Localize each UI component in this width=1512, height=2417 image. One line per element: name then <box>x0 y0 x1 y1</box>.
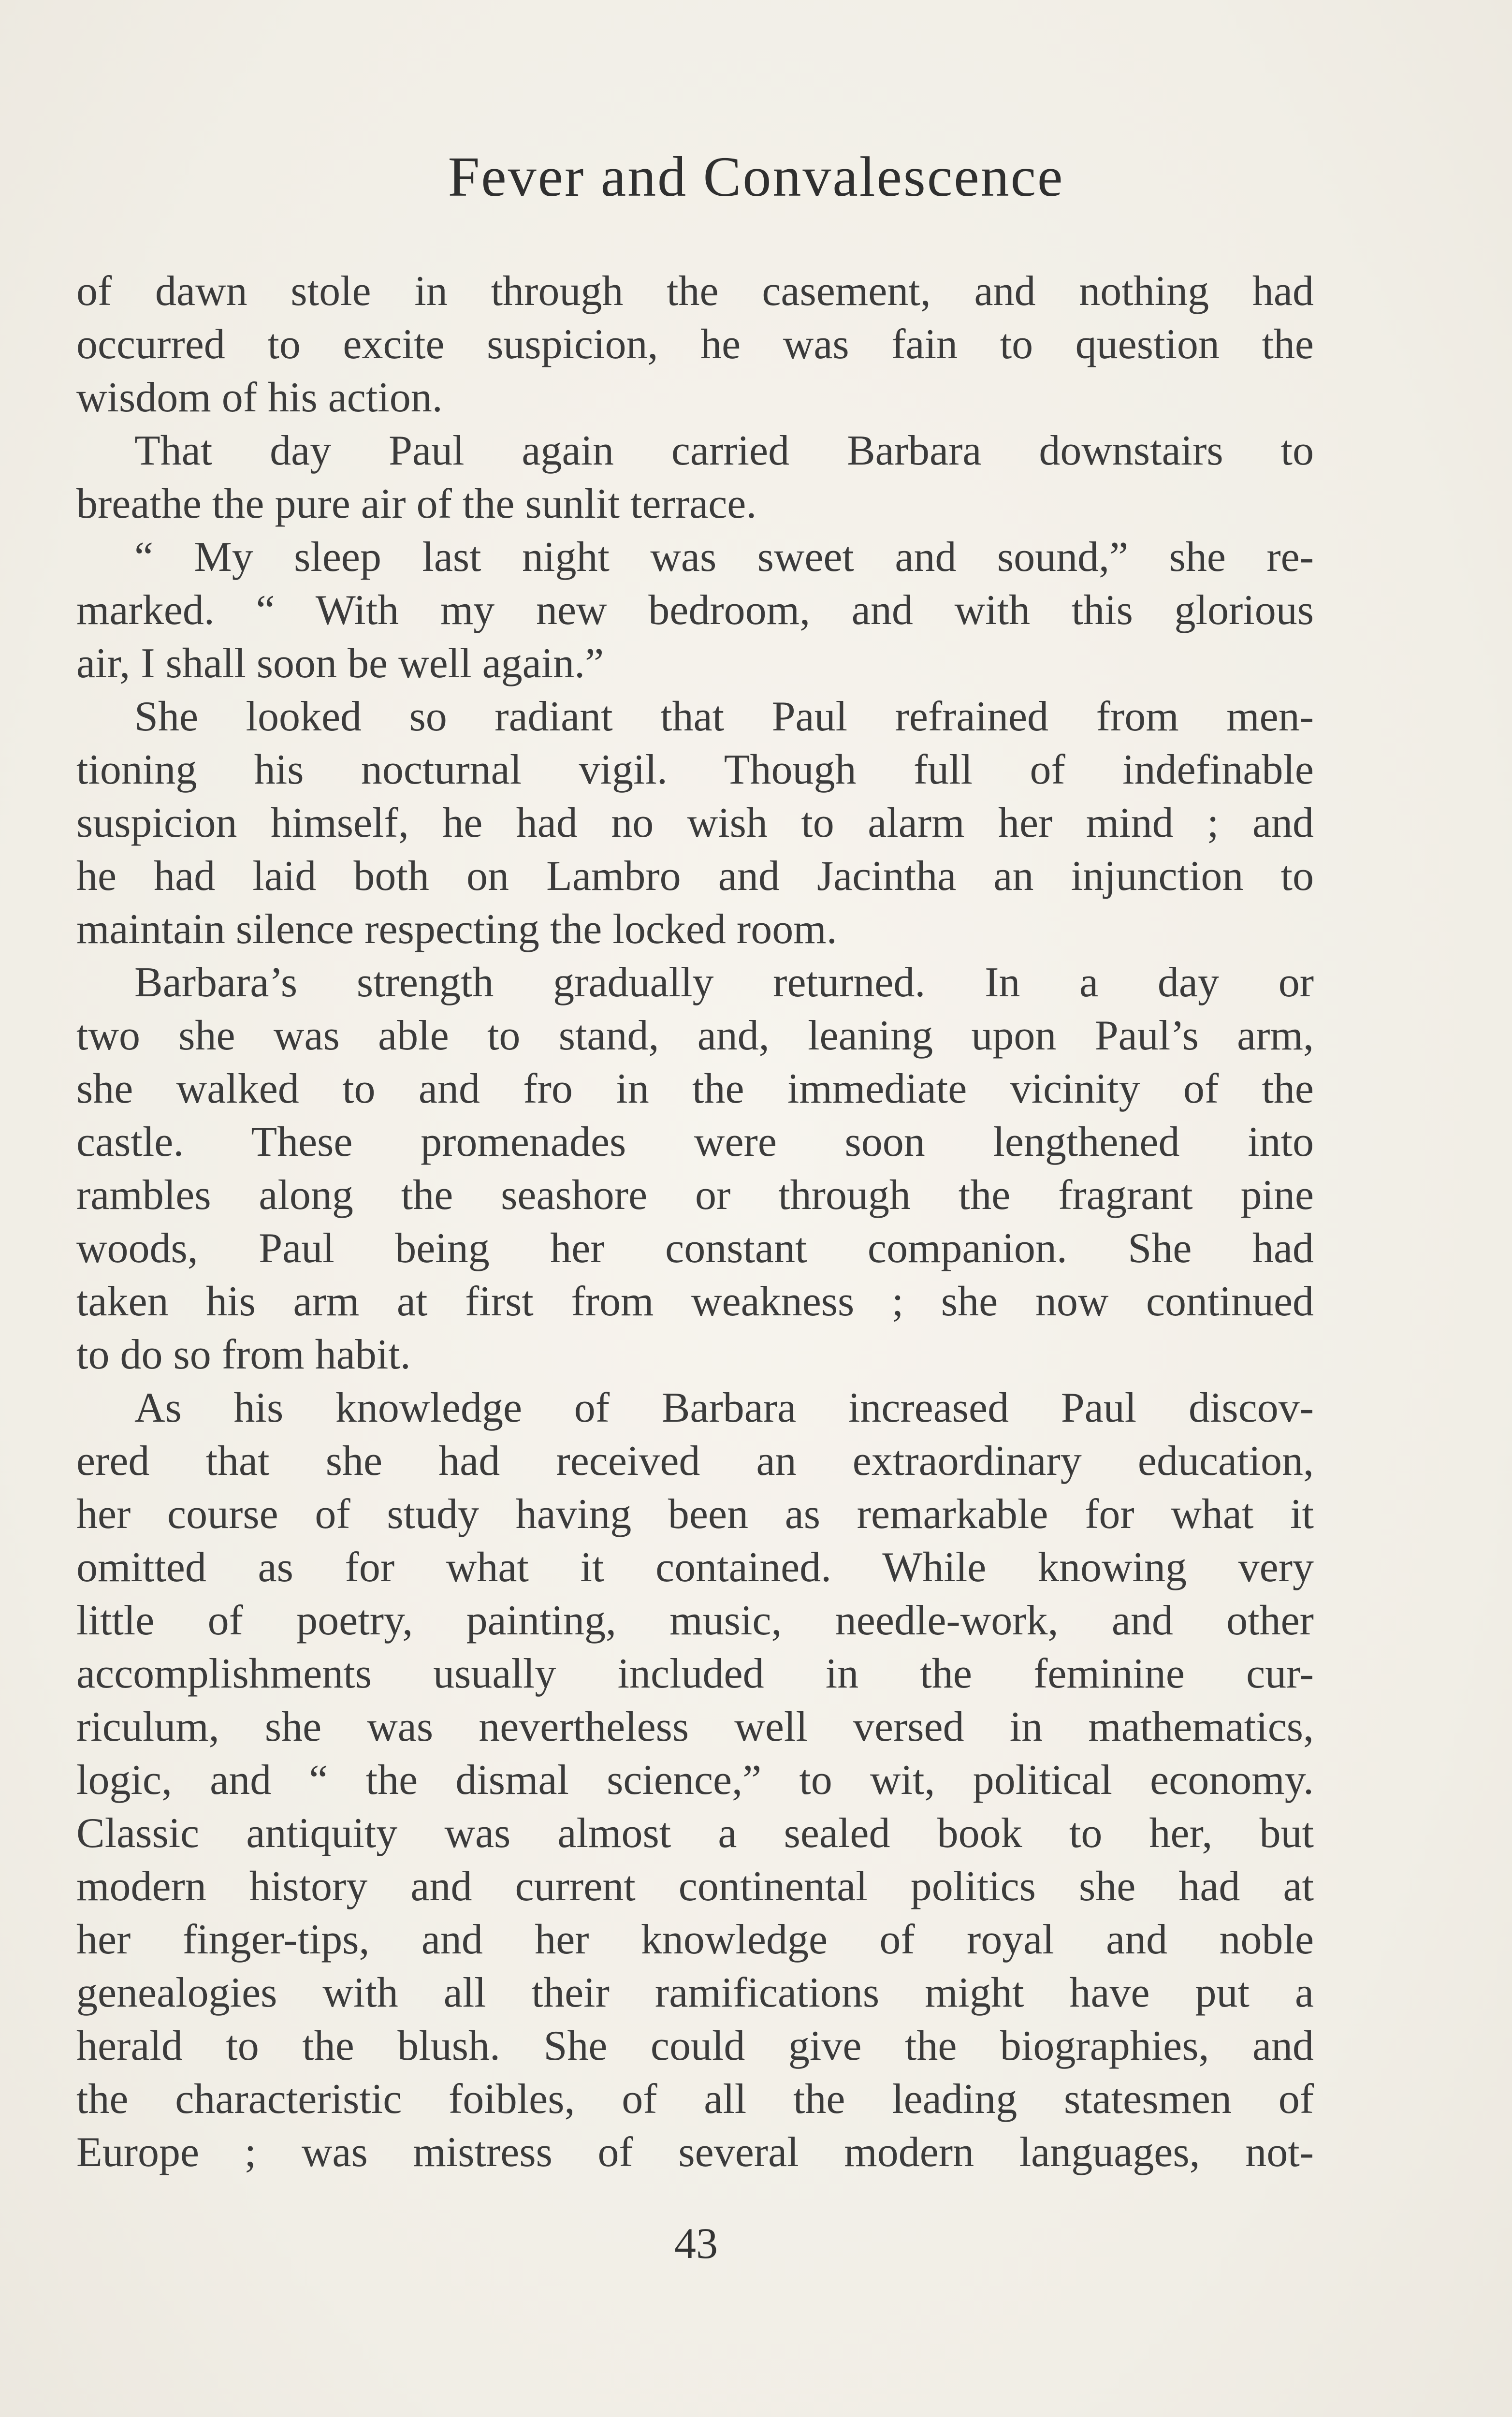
text-line: modern history and current continental politics she had at <box>76 1863 1314 1910</box>
text-line: woods, Paul being her constant companion. She had <box>76 1225 1314 1272</box>
text-line: She looked so radiant that Paul refrained from men- <box>134 693 1314 740</box>
text-line: “ My sleep last night was sweet and sound,” she re- <box>134 534 1314 581</box>
text-line: wisdom of his action. <box>76 374 443 421</box>
text-line: omitted as for what it contained. While knowing very <box>76 1544 1314 1591</box>
text-line: genealogies with all their ramifications might have put a <box>76 1969 1314 2016</box>
text-line: That day Paul again carried Barbara downstairs to <box>134 427 1314 474</box>
text-line: Europe ; was mistress of several modern languages, not- <box>76 2129 1314 2176</box>
text-line: little of poetry, painting, music, needle-work, and other <box>76 1597 1314 1644</box>
text-line: her course of study having been as remarkable for what it <box>76 1491 1314 1538</box>
text-line: two she was able to stand, and, leaning upon Paul’s arm, <box>76 1012 1314 1059</box>
body-text <box>76 265 1314 2179</box>
text-line: ered that she had received an extraordinary education, <box>76 1438 1314 1485</box>
text-line: tioning his nocturnal vigil. Though full of indefinable <box>76 746 1314 793</box>
text-line: riculum, she was nevertheless well versed in mathematics, <box>76 1704 1314 1750</box>
text-line: air, I shall soon be well again.” <box>76 640 604 687</box>
text-line: accomplishments usually included in the feminine cur- <box>76 1650 1314 1697</box>
text-line: the characteristic foibles, of all the leading statesmen of <box>76 2076 1314 2123</box>
text-line: suspicion himself, he had no wish to alarm her mind ; and <box>76 800 1314 846</box>
text-line: herald to the blush. She could give the biographies, and <box>76 2023 1314 2069</box>
text-line: castle. These promenades were soon lengthened into <box>76 1119 1314 1165</box>
text-line: Classic antiquity was almost a sealed book to her, but <box>76 1810 1314 1857</box>
text-line: she walked to and fro in the immediate vicinity of the <box>76 1065 1314 1112</box>
text-line: breathe the pure air of the sunlit terrace. <box>76 480 757 527</box>
text-line: taken his arm at first from weakness ; she now continued <box>76 1278 1314 1325</box>
text-line: rambles along the seashore or through the fragrant pine <box>76 1172 1314 1219</box>
text-line: occurred to excite suspicion, he was fain to question the <box>76 321 1314 368</box>
text-line: Barbara’s strength gradually returned. In a day or <box>134 959 1314 1006</box>
running-head: Fever and Convalescence <box>448 145 1064 208</box>
page-number: 43 <box>674 2220 718 2268</box>
text-line: her finger-tips, and her knowledge of royal and noble <box>76 1916 1314 1963</box>
text-line: logic, and “ the dismal science,” to wit, political economy. <box>76 1757 1314 1804</box>
text-line: he had laid both on Lambro and Jacintha an injunction to <box>76 853 1314 900</box>
text-line: to do so from habit. <box>76 1331 411 1378</box>
text-line: of dawn stole in through the casement, and nothing had <box>76 268 1314 315</box>
text-line: marked. “ With my new bedroom, and with this glorious <box>76 587 1314 634</box>
text-line: As his knowledge of Barbara increased Paul discov- <box>134 1384 1314 1431</box>
text-line: maintain silence respecting the locked room. <box>76 906 837 953</box>
